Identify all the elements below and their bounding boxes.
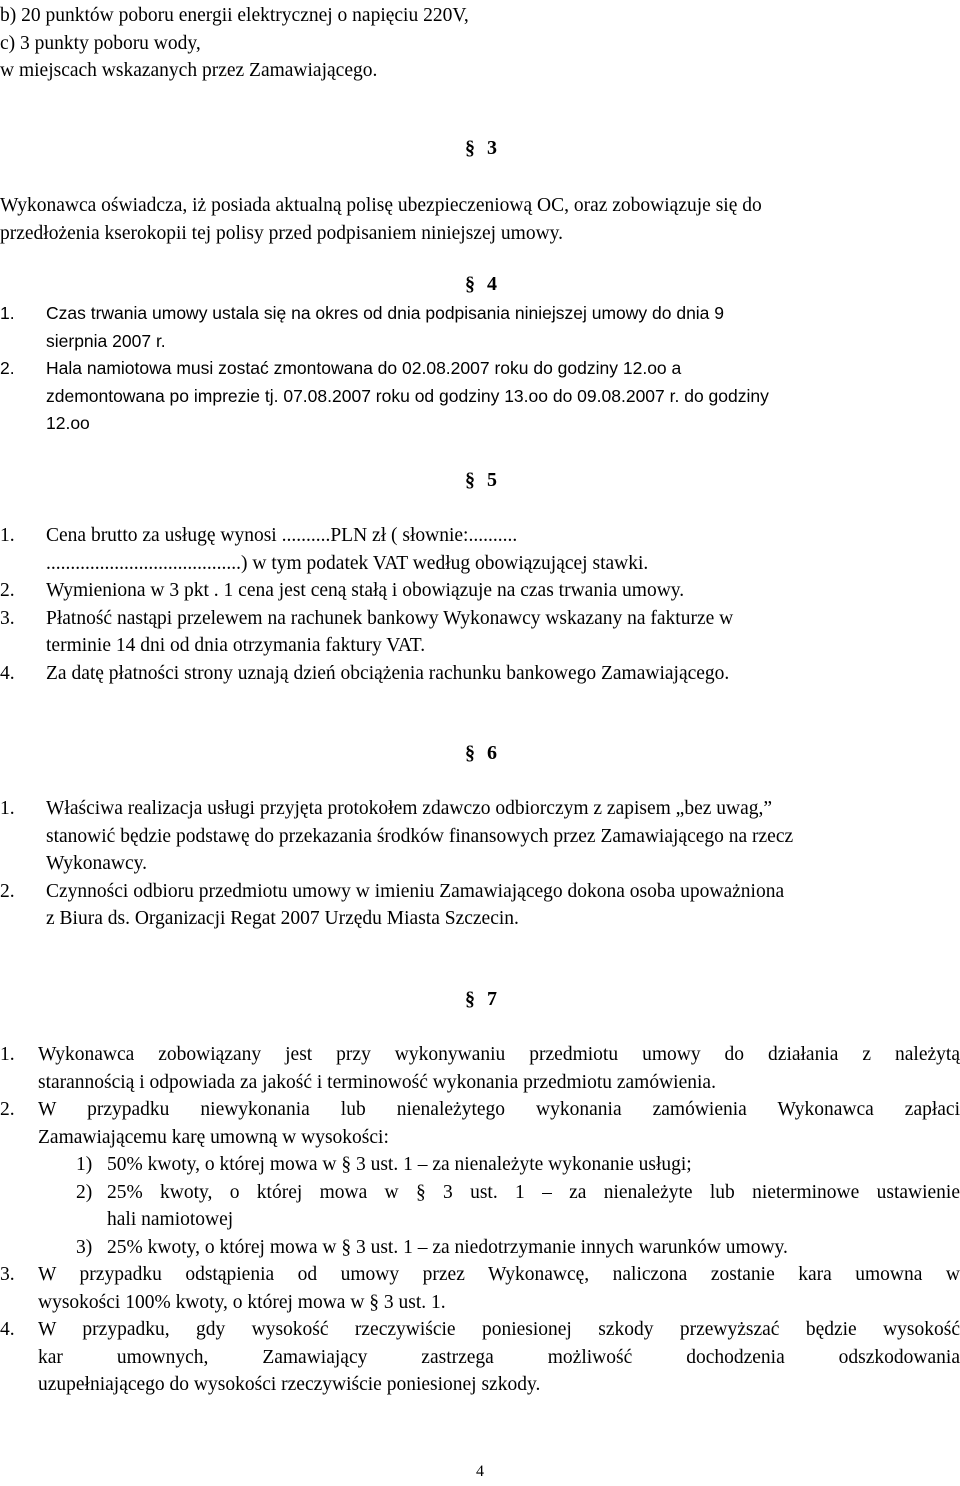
section-number: 7 <box>487 988 497 1010</box>
paragraph-line: przedłożenia kserokopii tej polisy przed podpisaniem niniejszej umowy. <box>0 222 564 244</box>
section-heading-5 <box>465 467 497 495</box>
item-line: Za datę płatności strony uznają dzień obciążenia rachunku bankowego Zamawiającego. <box>46 662 730 684</box>
item-line: Cena brutto za usługę wynosi ..........PLN zł ( słownie:.......... <box>46 525 518 546</box>
section-number: 4 <box>487 273 497 295</box>
section-3-body <box>0 192 960 247</box>
item-line: Czas trwania umowy ustala się na okres od dnia podpisania niniejszej umowy do dnia 9 <box>46 303 725 323</box>
item-number: 1) <box>76 1154 93 1175</box>
item-number: 2. <box>0 1099 15 1120</box>
section-heading-3 <box>465 135 497 163</box>
list-item <box>0 522 960 577</box>
item-line: W przypadku, gdy wysokość rzeczywiście poniesionej szkody przewyższać będzie wysokość <box>38 1319 960 1340</box>
page-number: 4 <box>476 1463 484 1480</box>
item-line: Hala namiotowa musi zostać zmontowana do 02.08.2007 roku do godziny 12.oo a <box>46 358 682 378</box>
item-line: kar umownych, Zamawiający zastrzega możliwość dochodzenia odszkodowania <box>38 1346 960 1368</box>
section-5-list <box>0 522 960 687</box>
section-heading-4 <box>465 271 497 299</box>
item-number: 2. <box>0 580 15 601</box>
item-line: Czynności odbioru przedmiotu umowy w imieniu Zamawiającego dokona osoba upoważniona <box>46 880 785 902</box>
list-item <box>0 660 960 688</box>
item-line: W przypadku odstąpienia od umowy przez Wykonawcę, naliczona zostanie kara umowna w <box>38 1264 960 1285</box>
list-item <box>0 300 960 355</box>
item-line: 25% kwoty, o której mowa w § 3 ust. 1 – za nienależyte lub nieterminowe ustawienie <box>107 1181 960 1203</box>
item-number: 1. <box>0 525 15 546</box>
item-line: hali namiotowej <box>107 1209 234 1230</box>
section-sign: § <box>465 988 475 1010</box>
item-line: ........................................) w tym podatek VAT według obowiązującej stawki. <box>46 552 649 574</box>
sub-list-item <box>0 1234 960 1262</box>
item-line: Wykonawcy. <box>46 853 147 874</box>
item-line: terminie 14 dni od dnia otrzymania faktury VAT. <box>46 635 426 656</box>
list-item <box>0 1041 960 1096</box>
item-number: 1. <box>0 1044 15 1065</box>
list-item-b: b) 20 punktów poboru energii elektrycznej o napięciu 220V, <box>0 5 469 26</box>
list-item <box>0 1096 960 1151</box>
item-line: zdemontowana po imprezie tj. 07.08.2007 roku od godziny 13.oo do 09.08.2007 r. do godziny <box>46 385 769 406</box>
section-sign: § <box>465 273 475 295</box>
list-item-c: c) 3 punkty poboru wody, <box>0 32 201 54</box>
section-heading-7 <box>465 986 497 1014</box>
item-number: 3) <box>76 1236 93 1258</box>
item-line: Płatność nastąpi przelewem na rachunek bankowy Wykonawcy wskazany na fakturze w <box>46 607 734 629</box>
list-item <box>0 605 960 660</box>
item-number: 3. <box>0 1264 15 1285</box>
item-line: Wykonawca zobowiązany jest przy wykonywaniu przedmiotu umowy do działania z należytą <box>38 1044 960 1065</box>
section-sign: § <box>465 742 475 764</box>
section-number: 5 <box>487 469 497 491</box>
item-line: uzupełniającego do wysokości rzeczywiście poniesionej szkody. <box>38 1374 541 1395</box>
item-number: 2. <box>0 880 15 902</box>
item-line: wysokości 100% kwoty, o której mowa w § 3 ust. 1. <box>38 1291 446 1313</box>
section-heading-6 <box>465 740 497 768</box>
item-line: Wymieniona w 3 pkt . 1 cena jest ceną stałą i obowiązuje na czas trwania umowy. <box>46 580 685 601</box>
list-item <box>0 355 960 438</box>
item-line: 12.oo <box>46 413 90 433</box>
section-number: 3 <box>487 137 497 159</box>
item-line: starannością i odpowiada za jakość i terminowość wykonania przedmiotu zamówienia. <box>38 1071 716 1093</box>
list-item <box>0 795 960 878</box>
item-line: 25% kwoty, o której mowa w § 3 ust. 1 – za niedotrzymanie innych warunków umowy. <box>107 1236 788 1258</box>
list-item <box>0 878 960 933</box>
sub-list-item <box>0 1179 960 1234</box>
item-line: 50% kwoty, o której mowa w § 3 ust. 1 – za nienależyte wykonanie usługi; <box>107 1154 692 1175</box>
item-number: 1. <box>0 798 15 819</box>
item-number: 3. <box>0 607 15 629</box>
paragraph-line: Wykonawca oświadcza, iż posiada aktualną polisę ubezpieczeniową OC, oraz zobowiązuje się do <box>0 195 762 216</box>
item-number: 2. <box>0 358 15 378</box>
item-line: stanowić będzie podstawę do przekazania środków finansowych przez Zamawiającego na rzecz <box>46 825 794 847</box>
section-sign: § <box>465 137 475 159</box>
top-list <box>0 2 960 85</box>
item-line: Właściwa realizacja usługi przyjęta protokołem zdawczo odbiorczym z zapisem „bez uwag,” <box>46 798 773 819</box>
section-number: 6 <box>487 742 497 764</box>
list-item <box>0 1261 960 1316</box>
item-line: z Biura ds. Organizacji Regat 2007 Urzędu Miasta Szczecin. <box>46 908 519 929</box>
list-continuation: w miejscach wskazanych przez Zamawiającego. <box>0 60 378 81</box>
section-sign: § <box>465 469 475 491</box>
list-item <box>0 1316 960 1399</box>
item-number: 4. <box>0 662 15 684</box>
section-7-list <box>0 1041 960 1399</box>
item-number: 4. <box>0 1319 15 1340</box>
item-line: Zamawiającemu karę umowną w wysokości: <box>38 1126 389 1148</box>
section-4-list <box>0 300 960 438</box>
sub-list-item <box>0 1151 960 1179</box>
item-line: W przypadku niewykonania lub nienależytego wykonania zamówienia Wykonawca zapłaci <box>38 1099 960 1120</box>
item-number: 1. <box>0 303 15 323</box>
list-item <box>0 577 960 605</box>
item-line: sierpnia 2007 r. <box>46 330 166 351</box>
item-number: 2) <box>76 1181 93 1203</box>
section-6-list <box>0 795 960 933</box>
